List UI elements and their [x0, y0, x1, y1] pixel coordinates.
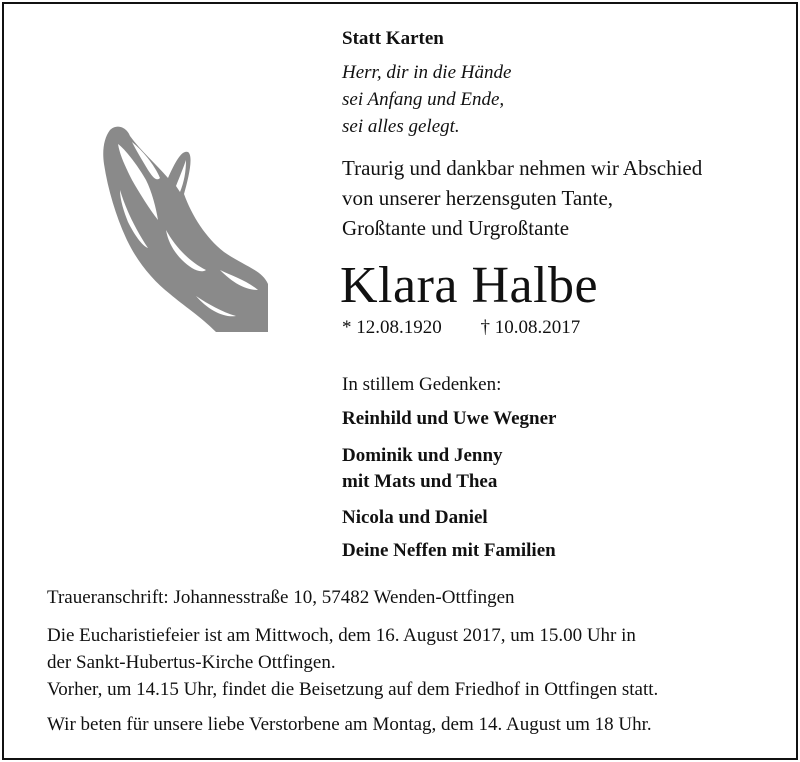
mourner-1: Reinhild und Uwe Wegner [342, 408, 557, 429]
mourning-address: Traueranschrift: Johannesstraße 10, 57482 Wenden-Ottfingen [47, 587, 515, 608]
verse-line-1: Herr, dir in die Hände [342, 62, 512, 83]
memorial-heading: In stillem Gedenken: [342, 374, 502, 395]
service-line-2: der Sankt-Hubertus-Kirche Ottfingen. [47, 652, 336, 673]
intro-line-2: von unserer herzensguten Tante, [342, 186, 614, 210]
intro-line-3: Großtante und Urgroßtante [342, 216, 570, 240]
verse-line-2: sei Anfang und Ende, [342, 89, 505, 110]
praying-hands-icon [96, 120, 272, 332]
life-dates [342, 317, 580, 339]
mourner-2-cont: mit Mats und Thea [342, 471, 498, 492]
verse-line-3: sei alles gelegt. [342, 116, 460, 137]
birth-date: * 12.08.1920 [342, 317, 442, 338]
intro-line-1: Traurig und dankbar nehmen wir Abschied [342, 156, 703, 180]
mourner-4: Deine Neffen mit Familien [342, 540, 556, 561]
mourner-2: Dominik und Jenny [342, 445, 503, 466]
header-text: Statt Karten [342, 28, 444, 49]
service-line-1: Die Eucharistiefeier ist am Mittwoch, dem 16. August 2017, um 15.00 Uhr in [47, 625, 636, 646]
service-line-3: Vorher, um 14.15 Uhr, findet die Beisetzung auf dem Friedhof in Ottfingen statt. [47, 679, 659, 700]
death-date: † 10.08.2017 [480, 317, 581, 338]
service-line-4: Wir beten für unsere liebe Verstorbene am Montag, dem 14. August um 18 Uhr. [47, 714, 652, 735]
deceased-name: Klara Halbe [340, 257, 599, 314]
mourner-3: Nicola und Daniel [342, 507, 488, 528]
